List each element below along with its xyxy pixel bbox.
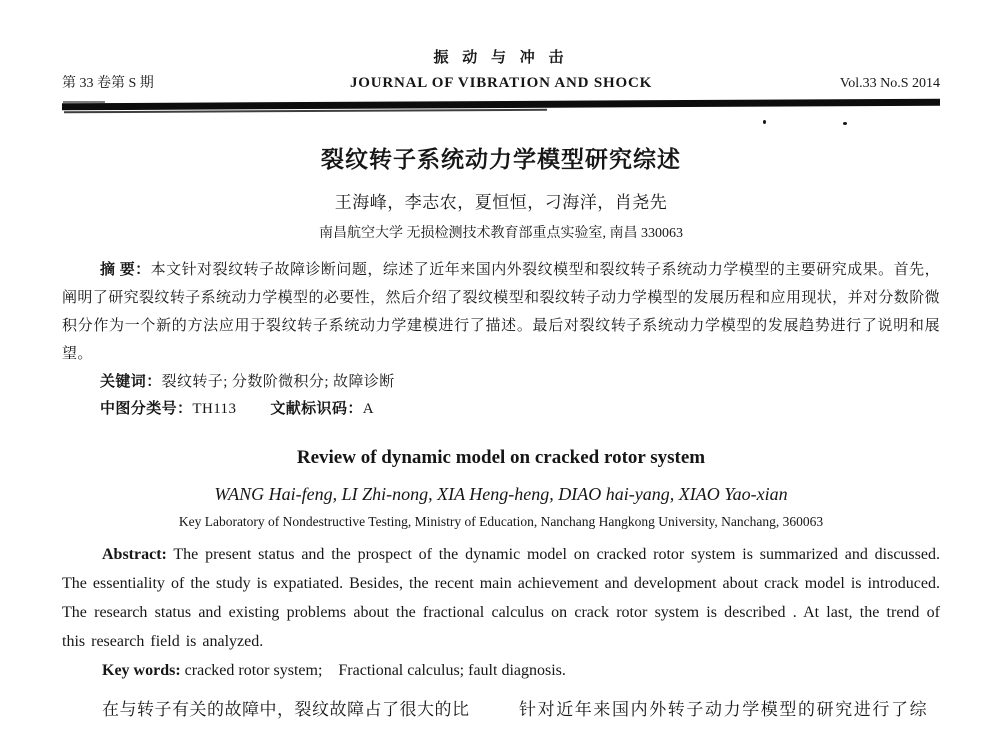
abstract-label-en: Abstract: <box>102 546 167 563</box>
header-rule <box>62 99 940 111</box>
scan-artifact <box>63 101 105 103</box>
body-columns <box>62 697 940 723</box>
issue-info-cn: 第 33 卷第 S 期 <box>62 76 154 91</box>
abstract-en <box>62 540 940 656</box>
body-right-column: 针对近年来国内外转子动力学模型的研究进行了综 <box>519 700 929 719</box>
abstract-text-en: The present status and the prospect of the dynamic model on cracked rotor system is summarized and discussed. The essentiality of the study is expatiated. Besides, the recent main achievement and development about crack model is introduced. The research status and existing problems about the fractional calculus on crack rotor system is described . At last, the trend of this research field is analyzed. <box>62 546 940 650</box>
article-title-en: Review of dynamic model on cracked rotor system <box>296 447 706 468</box>
article-title-cn: 裂纹转子系统动力学模型研究综述 <box>321 147 681 172</box>
keywords-label-en: Key words: <box>102 662 181 679</box>
clc-value: TH113 <box>192 401 237 417</box>
scan-artifact <box>763 120 766 124</box>
abstract-label-cn: 摘 要： <box>100 262 151 278</box>
abstract-text-cn: 本文针对裂纹转子故障诊断问题，综述了近年来国内外裂纹模型和裂纹转子系统动力学模型的主要研究成果。首先，阐明了研究裂纹转子系统动力学模型的必要性，然后介绍了裂纹模型和裂纹转子动力学模型的发展历程和应用现状，并对分数阶微积分作为一个新的方法应用于裂纹转子系统动力学建模进行了描述。最后对裂纹转子系统动力学模型的发展趋势进行了说明和展望。 <box>62 262 940 362</box>
abstract-cn <box>62 256 940 368</box>
keywords-label-cn: 关键词： <box>100 374 162 390</box>
scan-artifact <box>843 122 847 125</box>
classification-line <box>62 396 940 423</box>
keywords-text-en: cracked rotor system; Fractional calculus; fault diagnosis. <box>184 662 566 679</box>
keywords-cn <box>62 369 940 396</box>
journal-name-en: JOURNAL OF VIBRATION AND SHOCK <box>349 75 653 91</box>
clc-label: 中图分类号： <box>100 401 193 417</box>
keywords-en <box>62 656 940 685</box>
doc-code-label: 文献标识码： <box>270 401 363 417</box>
journal-name-cn: 振 动 与 冲 击 <box>433 50 569 66</box>
keywords-text-cn: 裂纹转子; 分数阶微积分; 故障诊断 <box>161 374 395 390</box>
journal-header <box>62 0 940 108</box>
issue-info-en: Vol.33 No.S 2014 <box>839 76 940 91</box>
authors-cn: 王海峰，李志农，夏恒恒，刁海洋，肖尧先 <box>334 193 668 212</box>
journal-info-row <box>62 72 940 92</box>
affiliation-en: Key Laboratory of Nondestructive Testing, Ministry of Education, Nanchang Hangkong University, Nanchang, 360063 <box>178 514 824 529</box>
authors-en: WANG Hai-feng, LI Zhi-nong, XIA Heng-heng, DIAO hai-yang, XIAO Yao-xian <box>214 484 788 504</box>
doc-code-value: A <box>362 401 374 417</box>
affiliation-cn: 南昌航空大学 无损检测技术教育部重点实验室, 南昌 330063 <box>319 226 683 241</box>
body-left-column: 在与转子有关的故障中，裂纹故障占了很大的比 <box>102 700 470 719</box>
